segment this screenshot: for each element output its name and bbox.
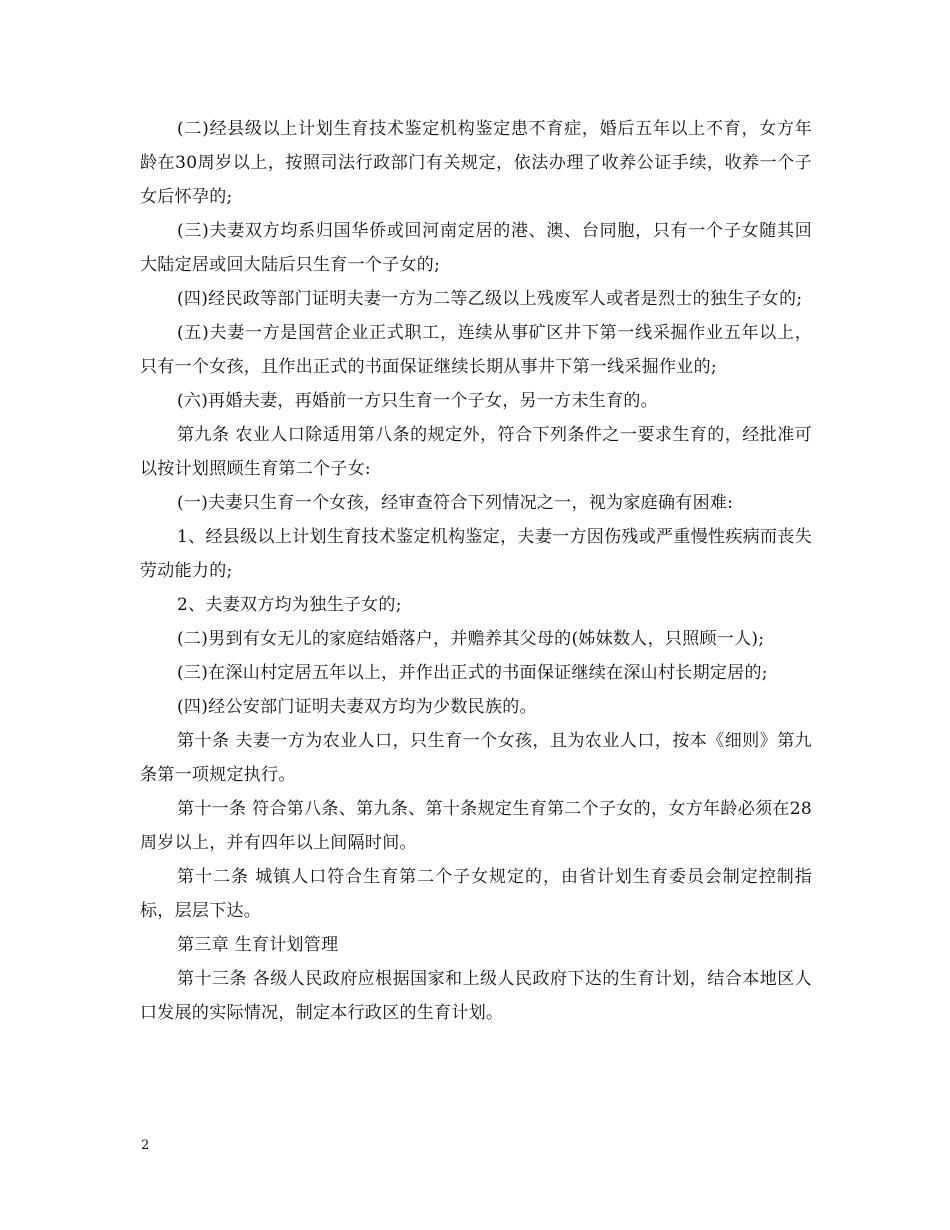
chapter-heading: 第三章 生育计划管理 bbox=[177, 935, 339, 955]
paragraph: 1、经县级以上计划生育技术鉴定机构鉴定，夫妻一方因伤残或严重慢性疾病而丧失劳动能力的; bbox=[140, 527, 812, 581]
article-paragraph: 第十二条 城镇人口符合生育第二个子女规定的，由省计划生育委员会制定控制指标，层层下达。 bbox=[140, 867, 812, 921]
paragraph: (四)经公安部门证明夫妻双方均为少数民族的。 bbox=[177, 697, 537, 717]
paragraph: (三)在深山村定居五年以上，并作出正式的书面保证继续在深山村长期定居的; bbox=[177, 663, 768, 683]
paragraph: (四)经民政等部门证明夫妻一方为二等乙级以上残废军人或者是烈士的独生子女的; bbox=[177, 289, 803, 309]
paragraph: (一)夫妻只生育一个女孩，经审查符合下列情况之一，视为家庭确有困难: bbox=[177, 493, 734, 513]
paragraph: (二)经县级以上计划生育技术鉴定机构鉴定患不育症，婚后五年以上不育，女方年龄在30周岁以上，按照司法行政部门有关规定，依法办理了收养公证手续，收养一个子女后怀孕的; bbox=[140, 119, 812, 207]
paragraph: (二)男到有女无儿的家庭结婚落户，并赡养其父母的(姊妹数人，只照顾一人); bbox=[177, 629, 765, 649]
article-paragraph: 第九条 农业人口除适用第八条的规定外，符合下列条件之一要求生育的，经批准可以按计划照顾生育第二个子女: bbox=[140, 425, 812, 479]
page-number: 2 bbox=[141, 1138, 150, 1153]
paragraph: (三)夫妻双方均系归国华侨或回河南定居的港、澳、台同胞，只有一个子女随其回大陆定居或回大陆后只生育一个子女的; bbox=[140, 221, 812, 275]
article-paragraph: 第十三条 各级人民政府应根据国家和上级人民政府下达的生育计划，结合本地区人口发展的实际情况，制定本行政区的生育计划。 bbox=[140, 969, 812, 1023]
article-paragraph: 第十条 夫妻一方为农业人口，只生育一个女孩，且为农业人口，按本《细则》第九条第一项规定执行。 bbox=[140, 731, 812, 785]
paragraph: 2、夫妻双方均为独生子女的; bbox=[177, 595, 402, 615]
paragraph: (六)再婚夫妻，再婚前一方只生育一个子女，另一方未生育的。 bbox=[177, 391, 658, 411]
article-paragraph: 第十一条 符合第八条、第九条、第十条规定生育第二个子女的，女方年龄必须在28周岁以上，并有四年以上间隔时间。 bbox=[140, 799, 812, 853]
document-body bbox=[140, 112, 812, 1030]
paragraph: (五)夫妻一方是国营企业正式职工，连续从事矿区井下第一线采掘作业五年以上，只有一个女孩，且作出正式的书面保证继续长期从事井下第一线采掘作业的; bbox=[140, 323, 812, 377]
